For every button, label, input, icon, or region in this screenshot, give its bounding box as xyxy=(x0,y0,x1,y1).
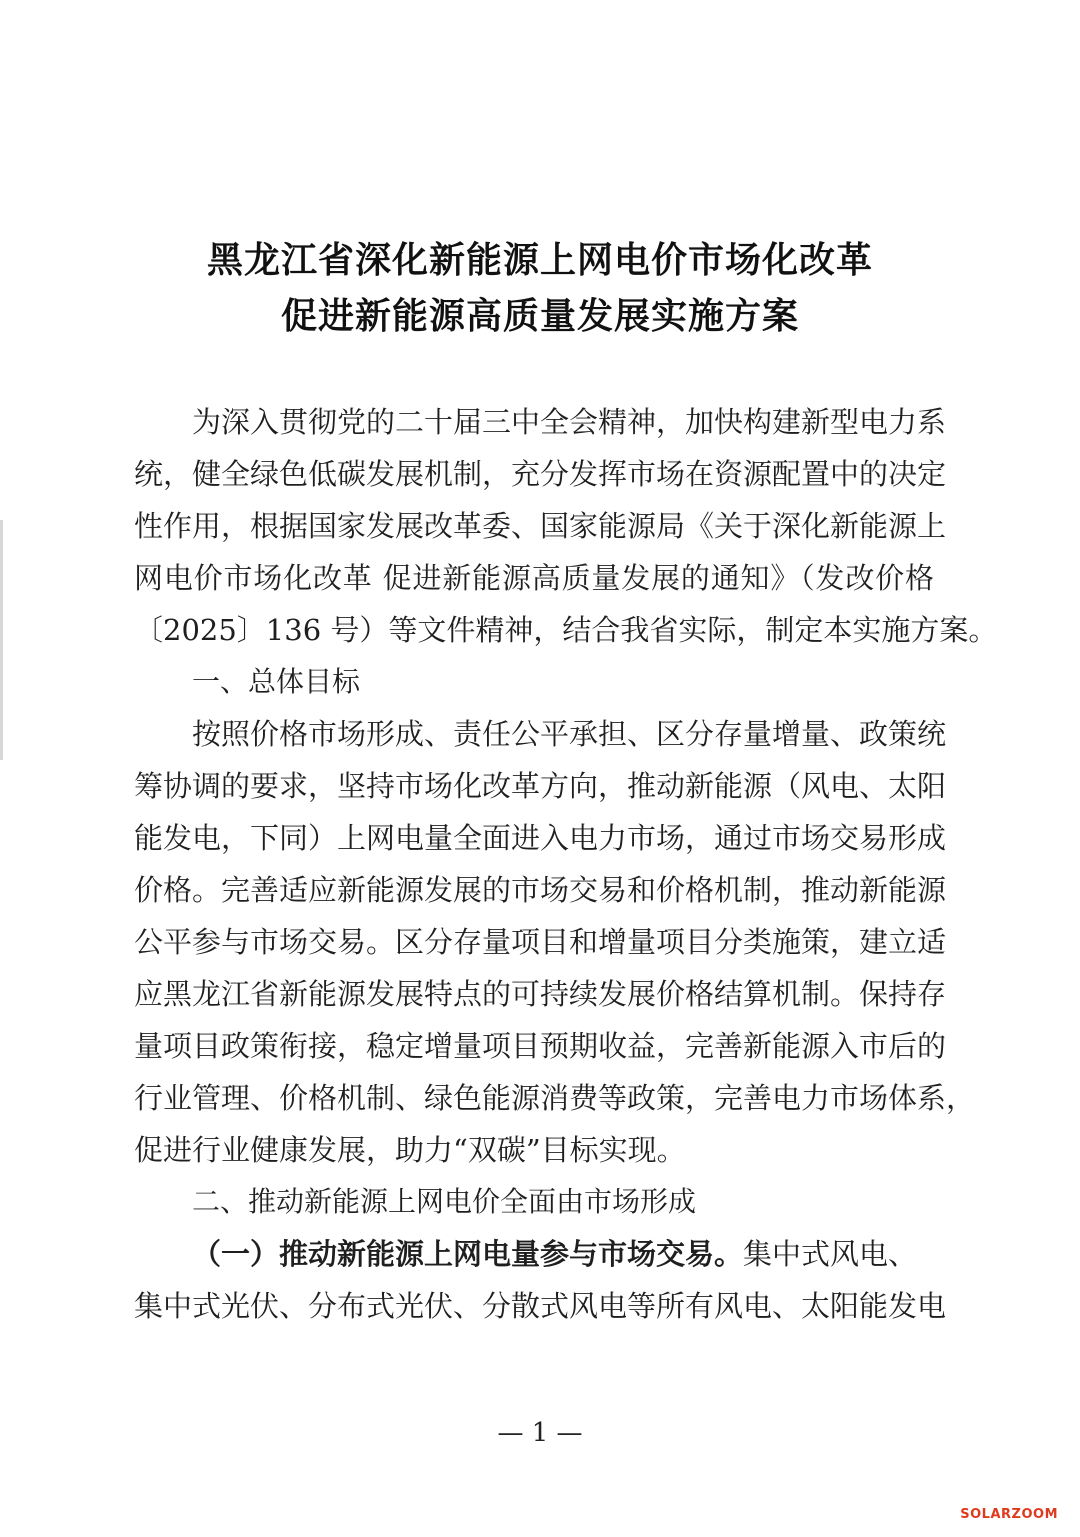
intro-line: 统，健全绿色低碳发展机制，充分发挥市场在资源配置中的决定 xyxy=(134,457,947,491)
section-1-line: 能发电，下同）上网电量全面进入电力市场，通过市场交易形成 xyxy=(134,821,947,855)
page-number: — 1 — xyxy=(497,1418,583,1448)
section-1-line: 量项目政策衔接，稳定增量项目预期收益，完善新能源入市后的 xyxy=(134,1029,947,1063)
solarzoom-watermark: SOLARZOOM xyxy=(960,1507,1058,1522)
section-1-line: 按照价格市场形成、责任公平承担、区分存量增量、政策统 xyxy=(192,717,947,751)
intro-line: 〔2025〕136 号）等文件精神，结合我省实际，制定本实施方案。 xyxy=(134,613,998,647)
subsection-1-first-line xyxy=(192,1234,917,1274)
intro-line: 为深入贯彻党的二十届三中全会精神，加快构建新型电力系 xyxy=(192,405,947,439)
section-2-heading: 二、推动新能源上网电价全面由市场形成 xyxy=(192,1185,697,1218)
intro-line: 网电价市场化改革 促进新能源高质量发展的通知》（发改价格 xyxy=(134,561,934,595)
document-title-line-2: 促进新能源高质量发展实施方案 xyxy=(280,295,799,337)
section-1-line: 促进行业健康发展，助力“双碳”目标实现。 xyxy=(134,1133,686,1167)
document-title-line-1: 黑龙江省深化新能源上网电价市场化改革 xyxy=(206,239,873,281)
section-1-line: 行业管理、价格机制、绿色能源消费等政策，完善电力市场体系， xyxy=(134,1081,976,1115)
section-1-line: 价格。完善适应新能源发展的市场交易和价格机制，推动新能源 xyxy=(134,873,947,907)
section-1-line: 公平参与市场交易。区分存量项目和增量项目分类施策，建立适 xyxy=(134,925,947,959)
section-1-line: 应黑龙江省新能源发展特点的可持续发展价格结算机制。保持存 xyxy=(134,977,947,1011)
scan-edge-mark xyxy=(0,520,3,760)
subsection-1-lead: （一）推动新能源上网电量参与市场交易。 xyxy=(192,1237,744,1271)
subsection-1-line-2: 集中式光伏、分布式光伏、分散式风电等所有风电、太阳能发电 xyxy=(134,1289,947,1323)
subsection-1-rest: 集中式风电、 xyxy=(743,1237,918,1271)
intro-line: 性作用，根据国家发展改革委、国家能源局《关于深化新能源上 xyxy=(134,509,947,543)
section-1-heading: 一、总体目标 xyxy=(192,665,361,698)
section-1-line: 筹协调的要求，坚持市场化改革方向，推动新能源（风电、太阳 xyxy=(134,769,947,803)
